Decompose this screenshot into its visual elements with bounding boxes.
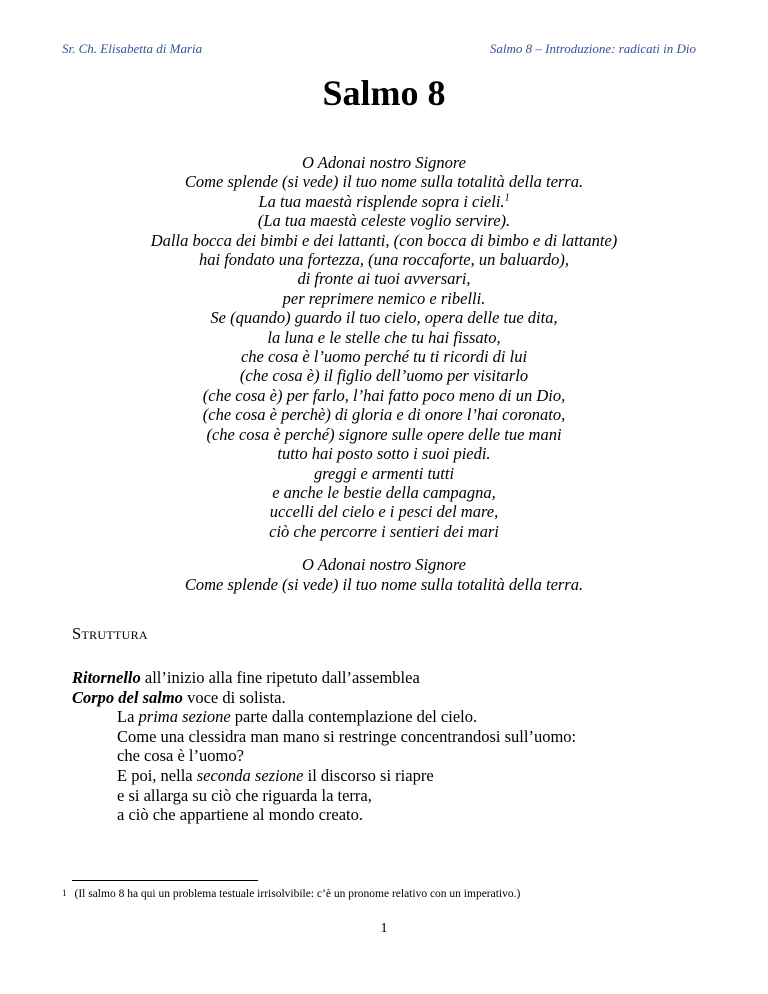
footnote-mark: 1 bbox=[62, 888, 67, 898]
poem-line: (che cosa è) per farlo, l’hai fatto poco meno di un Dio, bbox=[202, 385, 566, 405]
ritornello-term: Ritornello bbox=[72, 668, 141, 687]
poem-line: (che cosa è perché) signore sulle opere delle tue mani bbox=[206, 424, 562, 444]
refrain-line: Come splende (si vede) il tuo nome sulla totalità della terra. bbox=[184, 574, 584, 594]
refrain-line: O Adonai nostro Signore bbox=[302, 555, 466, 574]
poem-line: (La tua maestà celeste voglio servire). bbox=[257, 211, 511, 231]
poem-line: Dalla bocca dei bimbi e dei lattanti, (con bocca di bimbo e di lattante) bbox=[150, 230, 618, 250]
poem-line: tutto hai posto sotto i suoi piedi. bbox=[277, 444, 491, 464]
poem-line: e anche le bestie della campagna, bbox=[272, 482, 496, 502]
poem-line: per reprimere nemico e ribelli. bbox=[282, 288, 486, 308]
structure-line bbox=[72, 766, 712, 786]
poem-line: Come splende (si vede) il tuo nome sulla totalità della terra. bbox=[184, 172, 584, 192]
prima-prefix: La bbox=[117, 707, 139, 727]
header-running-title: Salmo 8 – Introduzione: radicati in Dio bbox=[489, 41, 696, 56]
structure-line bbox=[72, 707, 712, 727]
seconda-prefix: E poi, nella bbox=[117, 765, 197, 785]
structure-line: a ciò che appartiene al mondo creato. bbox=[117, 805, 364, 825]
poem-line: hai fondato una fortezza, (una roccaforte, un baluardo), bbox=[198, 250, 569, 270]
structure-section bbox=[72, 668, 712, 825]
poem-line: (che cosa è) il figlio dell’uomo per visitarlo bbox=[239, 366, 529, 386]
poem-line: che cosa è l’uomo perché tu ti ricordi di lui bbox=[240, 347, 528, 367]
footnote-reference[interactable]: 1 bbox=[504, 192, 510, 204]
seconda-sezione-term: seconda sezione bbox=[196, 765, 304, 785]
poem-line: Se (quando) guardo il tuo cielo, opera delle tue dita, bbox=[210, 308, 558, 328]
structure-line bbox=[72, 688, 712, 708]
prima-sezione-term: prima sezione bbox=[138, 707, 231, 727]
poem-line: (che cosa è perchè) di gloria e di onore l’hai coronato, bbox=[202, 405, 566, 425]
footnote-text: (Il salmo 8 ha qui un problema testuale irrisolvibile: c’è un pronome relativo con un imperativo.) bbox=[74, 888, 521, 900]
page-title: Salmo 8 bbox=[322, 73, 446, 113]
poem-line: la luna e le stelle che tu hai fissato, bbox=[267, 327, 501, 347]
corpo-term: Corpo del salmo bbox=[72, 687, 183, 707]
page-number: 1 bbox=[380, 921, 388, 936]
poem-line-text: La tua maestà risplende sopra i cieli. bbox=[258, 191, 505, 211]
poem-line bbox=[0, 192, 768, 211]
closing-refrain bbox=[0, 555, 768, 594]
seconda-suffix: il discorso si riapre bbox=[303, 765, 434, 785]
poem-line: greggi e armenti tutti bbox=[313, 463, 455, 483]
structure-line: Come una clessidra man mano si restringe concentrandosi sull’uomo: bbox=[117, 726, 577, 746]
footnote-separator bbox=[72, 880, 258, 881]
poem-line: uccelli del cielo e i pesci del mare, bbox=[269, 502, 499, 522]
poem-line: di fronte ai tuoi avversari, bbox=[297, 269, 471, 289]
structure-line: che cosa è l’uomo? bbox=[117, 746, 244, 766]
structure-line bbox=[72, 668, 712, 688]
section-heading-struttura: Struttura bbox=[72, 624, 148, 643]
footnote bbox=[62, 888, 520, 900]
prima-suffix: parte dalla contemplazione del cielo. bbox=[230, 707, 478, 727]
poem-line: ciò che percorre i sentieri dei mari bbox=[269, 521, 499, 541]
structure-line: e si allarga su ciò che riguarda la terra, bbox=[117, 785, 372, 805]
header-author: Sr. Ch. Elisabetta di Maria bbox=[62, 41, 203, 56]
poem-line: O Adonai nostro Signore bbox=[302, 153, 466, 172]
psalm-text bbox=[0, 153, 768, 541]
corpo-text: voce di solista. bbox=[182, 687, 286, 707]
ritornello-text: all’inizio alla fine ripetuto dall’assemblea bbox=[140, 668, 420, 687]
